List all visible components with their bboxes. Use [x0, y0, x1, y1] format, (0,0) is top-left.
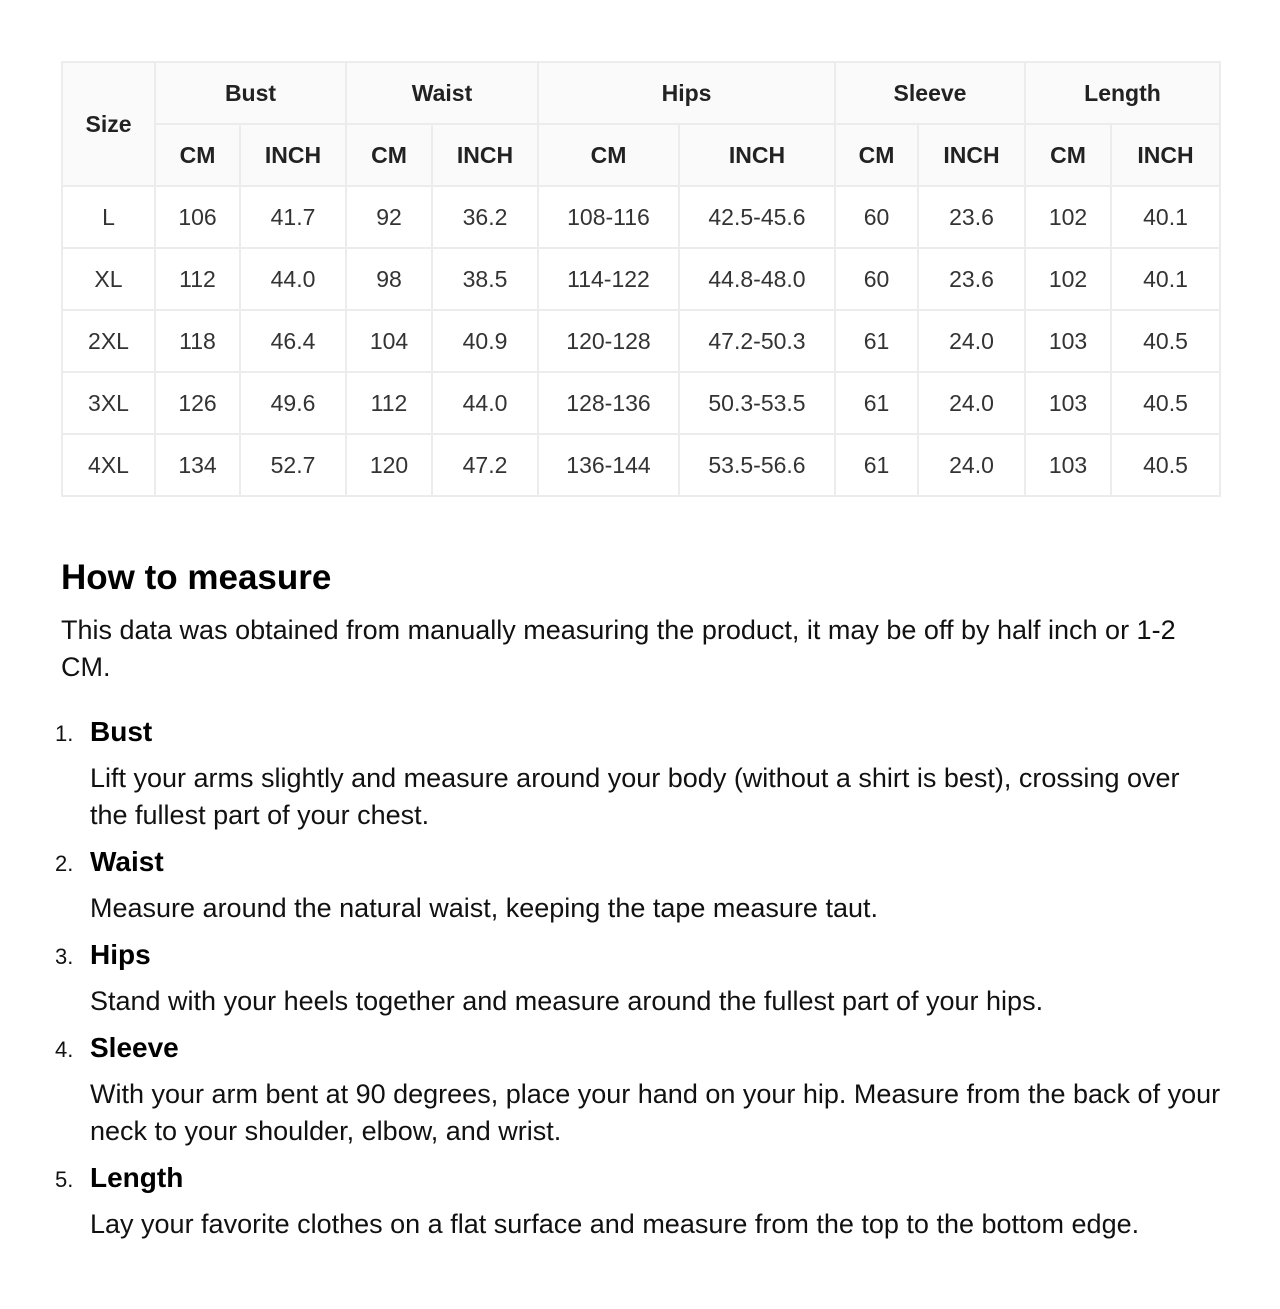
step-title: Sleeve	[90, 1032, 179, 1063]
measurement-cell: 40.5	[1111, 310, 1220, 372]
measurement-cell: 23.6	[918, 186, 1025, 248]
unit-header-row	[62, 124, 1220, 186]
measurement-cell: 40.5	[1111, 434, 1220, 496]
measurement-cell: 103	[1025, 434, 1111, 496]
step-title: Hips	[90, 939, 151, 970]
size-cell: XL	[62, 248, 155, 310]
unit-header-inch: INCH	[432, 124, 538, 186]
measurement-cell: 103	[1025, 310, 1111, 372]
size-cell: 4XL	[62, 434, 155, 496]
guide-heading: How to measure	[61, 558, 332, 597]
group-header-row	[62, 62, 1220, 124]
measurement-cell: 44.0	[240, 248, 346, 310]
measurement-cell: 120	[346, 434, 432, 496]
size-cell: 3XL	[62, 372, 155, 434]
table-row	[62, 372, 1220, 434]
measurement-cell: 60	[835, 248, 918, 310]
size-cell: 2XL	[62, 310, 155, 372]
measurement-cell: 112	[346, 372, 432, 434]
step-title: Length	[90, 1162, 184, 1193]
measurement-cell: 44.8-48.0	[679, 248, 835, 310]
measurement-cell: 42.5-45.6	[679, 186, 835, 248]
unit-header-cm: CM	[346, 124, 432, 186]
measurement-cell: 114-122	[538, 248, 679, 310]
measure-step	[55, 844, 1221, 927]
step-description: With your arm bent at 90 degrees, place your hand on your hip. Measure from the back of your neck to your shoulder, elbow, and wrist.	[90, 1079, 1221, 1146]
measurement-cell: 128-136	[538, 372, 679, 434]
measurement-cell: 102	[1025, 248, 1111, 310]
unit-header-cm: CM	[538, 124, 679, 186]
measurement-cell: 23.6	[918, 248, 1025, 310]
measure-step	[55, 1160, 1221, 1243]
group-header-length: Length	[1025, 62, 1220, 124]
measurement-cell: 47.2-50.3	[679, 310, 835, 372]
guide-intro: This data was obtained from manually measuring the product, it may be off by half inch or 1-2 CM.	[61, 615, 1176, 682]
group-header-bust: Bust	[155, 62, 346, 124]
measurement-cell: 47.2	[432, 434, 538, 496]
size-cell: L	[62, 186, 155, 248]
measurement-cell: 53.5-56.6	[679, 434, 835, 496]
step-number: 3.	[55, 944, 74, 969]
step-number: 2.	[55, 851, 74, 876]
size-chart-table	[61, 61, 1221, 497]
measurement-cell: 38.5	[432, 248, 538, 310]
table-row	[62, 248, 1220, 310]
measurement-cell: 24.0	[918, 434, 1025, 496]
measurement-cell: 112	[155, 248, 240, 310]
measurement-cell: 120-128	[538, 310, 679, 372]
unit-header-cm: CM	[155, 124, 240, 186]
measurement-cell: 36.2	[432, 186, 538, 248]
step-description: Lift your arms slightly and measure around your body (without a shirt is best), crossing over the fullest part of your chest.	[90, 763, 1180, 830]
measure-step	[55, 714, 1221, 834]
unit-header-inch: INCH	[918, 124, 1025, 186]
measurement-cell: 44.0	[432, 372, 538, 434]
measure-step	[55, 937, 1221, 1020]
measurement-cell: 60	[835, 186, 918, 248]
measurement-cell: 46.4	[240, 310, 346, 372]
unit-header-inch: INCH	[240, 124, 346, 186]
step-number: 1.	[55, 721, 74, 746]
measurement-cell: 126	[155, 372, 240, 434]
measurement-cell: 136-144	[538, 434, 679, 496]
measurement-cell: 108-116	[538, 186, 679, 248]
measurement-cell: 52.7	[240, 434, 346, 496]
table-body	[62, 186, 1220, 496]
measurement-cell: 134	[155, 434, 240, 496]
measurement-cell: 103	[1025, 372, 1111, 434]
step-title: Bust	[90, 716, 153, 747]
measurement-cell: 40.5	[1111, 372, 1220, 434]
table-header	[62, 62, 1220, 186]
measurement-cell: 40.9	[432, 310, 538, 372]
measurement-cell: 41.7	[240, 186, 346, 248]
measurement-cell: 50.3-53.5	[679, 372, 835, 434]
group-header-waist: Waist	[346, 62, 538, 124]
unit-header-inch: INCH	[679, 124, 835, 186]
measurement-cell: 61	[835, 310, 918, 372]
measurement-cell: 118	[155, 310, 240, 372]
step-title: Waist	[90, 846, 164, 877]
measurement-cell: 98	[346, 248, 432, 310]
unit-header-cm: CM	[1025, 124, 1111, 186]
step-number: 4.	[55, 1037, 74, 1062]
measurement-cell: 106	[155, 186, 240, 248]
measure-step	[55, 1030, 1221, 1150]
step-number: 5.	[55, 1167, 74, 1192]
size-column-header: Size	[62, 62, 155, 186]
step-description: Stand with your heels together and measure around the fullest part of your hips.	[90, 986, 1044, 1016]
table-row	[62, 434, 1220, 496]
measure-guide	[55, 556, 1221, 1253]
measurement-cell: 40.1	[1111, 186, 1220, 248]
step-description: Measure around the natural waist, keeping the tape measure taut.	[90, 893, 878, 923]
measure-steps-list	[55, 714, 1221, 1243]
table-row	[62, 186, 1220, 248]
group-header-hips: Hips	[538, 62, 835, 124]
unit-header-cm: CM	[835, 124, 918, 186]
step-description: Lay your favorite clothes on a flat surface and measure from the top to the bottom edge.	[90, 1209, 1140, 1239]
measurement-cell: 104	[346, 310, 432, 372]
measurement-cell: 24.0	[918, 372, 1025, 434]
measurement-cell: 102	[1025, 186, 1111, 248]
measurement-cell: 92	[346, 186, 432, 248]
measurement-cell: 49.6	[240, 372, 346, 434]
measurement-cell: 24.0	[918, 310, 1025, 372]
measurement-cell: 40.1	[1111, 248, 1220, 310]
group-header-sleeve: Sleeve	[835, 62, 1025, 124]
table-row	[62, 310, 1220, 372]
measurement-cell: 61	[835, 372, 918, 434]
measurement-cell: 61	[835, 434, 918, 496]
unit-header-inch: INCH	[1111, 124, 1220, 186]
